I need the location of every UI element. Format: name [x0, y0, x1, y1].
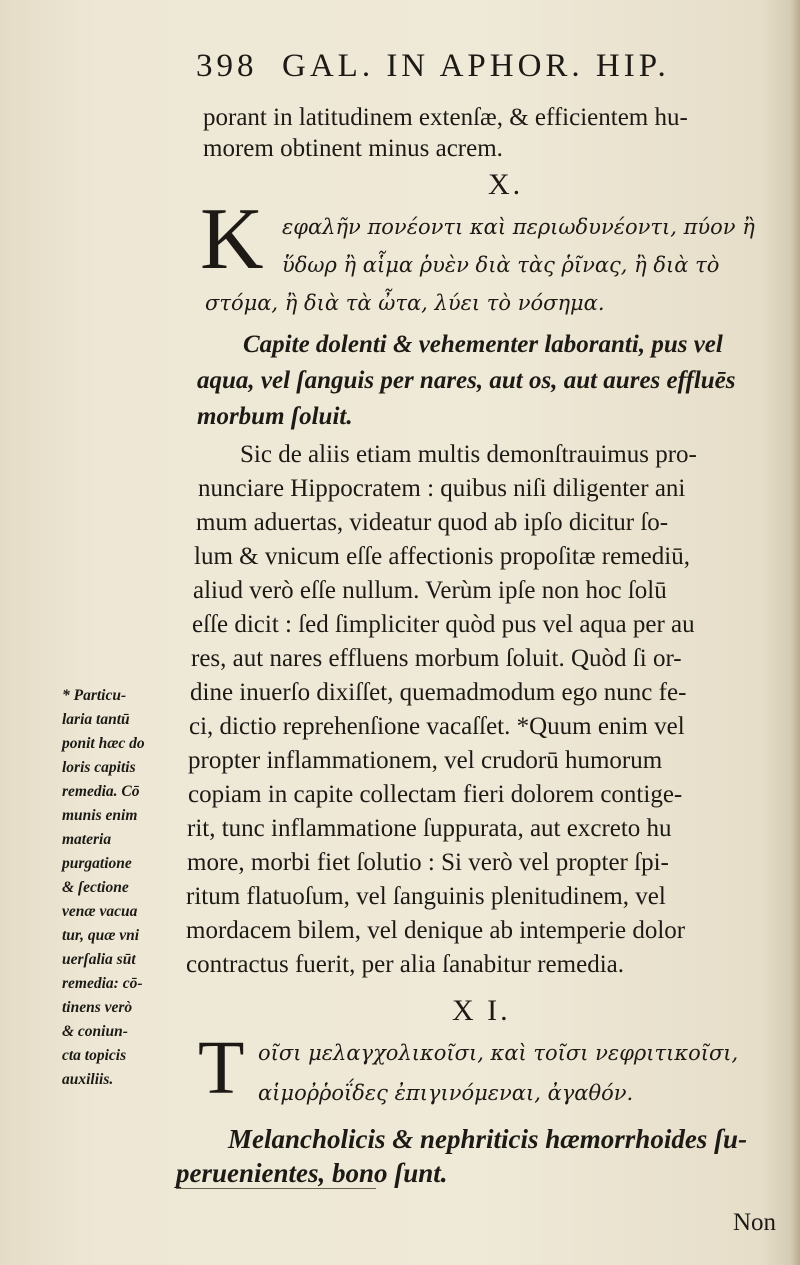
margin-note-line: materia — [62, 831, 112, 848]
greek-aphorism-line: οῖσι μελαγχολικοῖσι, καὶ τοῖσι νεφριτικοῖσι, — [258, 1041, 739, 1065]
page-number: 398 — [196, 48, 258, 84]
commentary-line: eſſe dicit : ſed ſimpliciter quòd pus vel aqua per au — [192, 611, 695, 638]
latin-aphorism-line: morbum ſoluit. — [197, 403, 353, 430]
margin-note-line: venæ vacua — [62, 903, 138, 920]
greek-aphorism-line: ὕδωρ ἢ αἷμα ῥυὲν διὰ τὰς ῥῖνας, ἢ διὰ τὸ — [282, 253, 720, 277]
greek-aphorism-line: στόμα, ἢ διὰ τὰ ὦτα, λύει τὸ νόσημα. — [205, 291, 605, 315]
margin-note-line: ponit hæc do — [62, 735, 145, 752]
margin-note-line: laria tantū — [62, 711, 130, 728]
margin-note-line: remedia. Cō — [62, 783, 140, 800]
commentary-line: rit, tunc inflammatione ſuppurata, aut excreto hu — [187, 815, 672, 842]
margin-note-line: remedia: cō- — [62, 975, 143, 992]
commentary-line: copiam in capite collectam fieri dolorem contige- — [188, 781, 683, 808]
margin-note-line: purgatione — [62, 855, 132, 872]
section-number-xi: X I. — [452, 994, 511, 1027]
underline-rule — [176, 1188, 376, 1189]
commentary-line: dine inuerſo dixiſſet, quemadmodum ego nunc fe- — [190, 679, 687, 706]
running-title: GAL. IN APHOR. HIP. — [282, 48, 670, 84]
commentary-line: lum & vnicum eſſe affectionis propoſitæ remediū, — [194, 543, 690, 570]
drop-cap-t: T — [198, 1026, 245, 1110]
latin-aphorism-line: peruenientes, bono ſunt. — [176, 1158, 448, 1188]
margin-note-line: cta topicis — [62, 1047, 127, 1064]
margin-note-line: & coniun- — [62, 1023, 128, 1040]
commentary-line: contractus fuerit, per alia ſanabitur remedia. — [186, 951, 624, 978]
margin-note-line: munis enim — [62, 807, 138, 824]
commentary-line: res, aut nares effluens morbum ſoluit. Quòd ſi or- — [191, 645, 682, 672]
greek-aphorism-line: εφαλῆν πονέοντι καὶ περιωδυνέοντι, πύον ἢ — [282, 215, 755, 239]
page-edge — [790, 0, 800, 1265]
margin-note-line: tinens verò — [62, 999, 133, 1016]
commentary-line: more, morbi fiet ſolutio : Si verò vel propter ſpi- — [187, 849, 669, 876]
greek-aphorism-line: αἱμοῤῥοΐδες ἐπιγινόμεναι, ἀγαθόν. — [258, 1081, 634, 1105]
commentary-line: ritum flatuoſum, vel ſanguinis plenitudinem, vel — [186, 883, 666, 910]
opening-line: porant in latitudinem extenſæ, & efficientem hu- — [203, 104, 688, 131]
commentary-line: nunciare Hippocratem : quibus niſi diligenter ani — [198, 475, 686, 502]
commentary-line: ci, dictio reprehenſione vacaſſet. *Quum enim vel — [189, 713, 685, 740]
commentary-line: Sic de aliis etiam multis demonſtrauimus pro- — [240, 441, 697, 468]
margin-note-line: & ſectione — [62, 879, 129, 896]
latin-aphorism-line: aqua, vel ſanguis per nares, aut os, aut aures effluēs — [197, 367, 736, 394]
margin-note-line: tur, quæ vni — [62, 927, 140, 944]
section-number-x: X. — [488, 168, 524, 201]
latin-aphorism-line: Capite dolenti & vehementer laboranti, pus vel — [243, 331, 723, 358]
latin-aphorism-line: Melancholicis & nephriticis hæmorrhoides ſu- — [228, 1124, 748, 1154]
commentary-line: mordacem bilem, vel denique ab intemperie dolor — [186, 917, 686, 944]
commentary-line: mum aduertas, videatur quod ab ipſo dicitur ſo- — [196, 509, 669, 536]
margin-note-line: uerſalia sūt — [62, 951, 136, 968]
page-header — [196, 48, 670, 85]
catchword: Non — [733, 1209, 777, 1236]
margin-note-line: * Particu- — [62, 687, 127, 704]
commentary-line: aliud verò eſſe nullum. Verùm ipſe non hoc ſolū — [193, 577, 667, 604]
drop-cap-k: K — [200, 191, 264, 288]
margin-note-line: auxiliis. — [62, 1071, 114, 1088]
margin-note — [62, 684, 184, 1092]
opening-line: morem obtinent minus acrem. — [203, 135, 503, 162]
margin-note-line: loris capitis — [62, 759, 136, 776]
commentary-line: propter inflammationem, vel crudorū humorum — [188, 747, 663, 774]
